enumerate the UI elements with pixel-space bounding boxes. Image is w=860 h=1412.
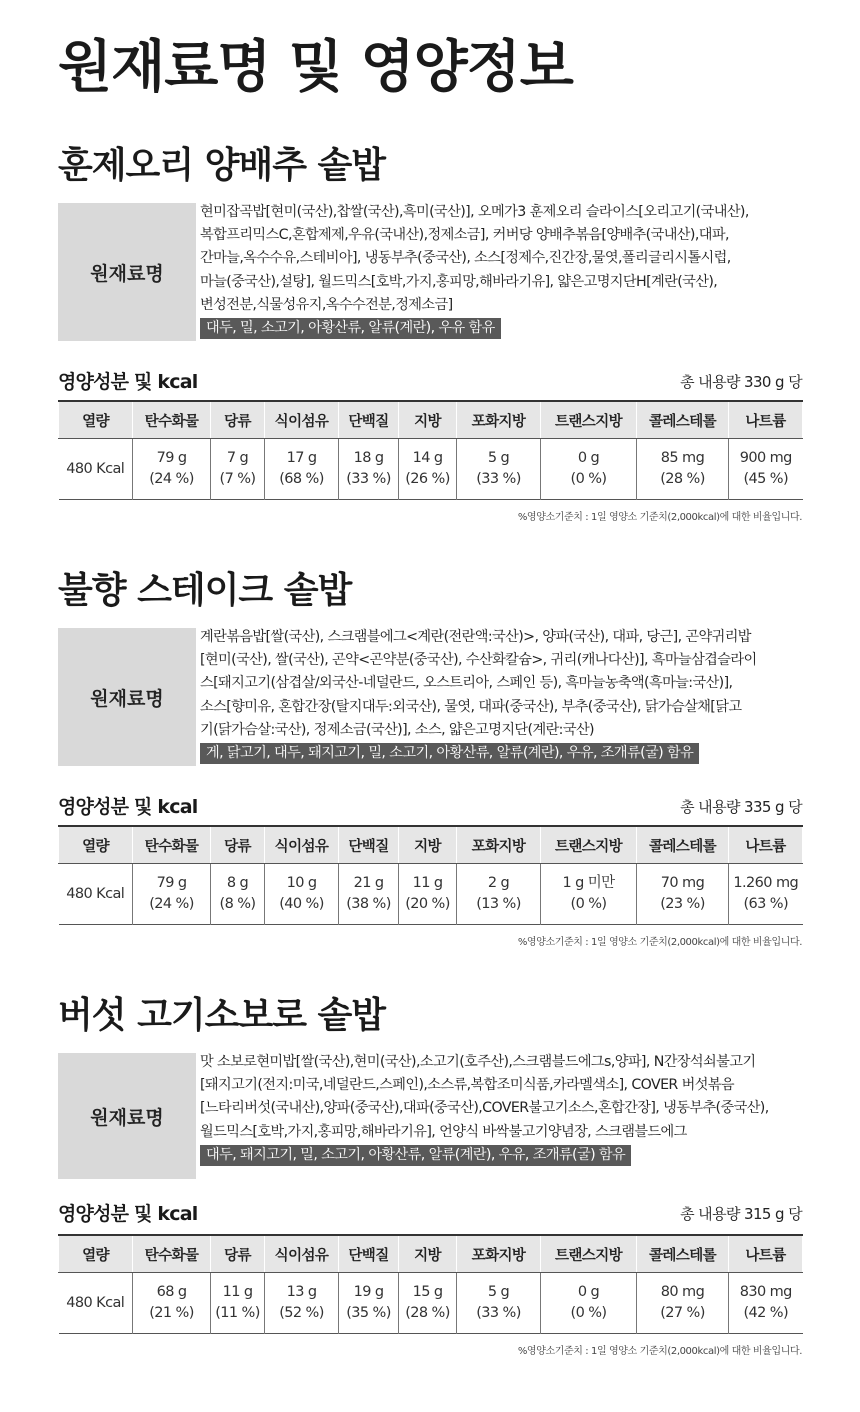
table-row — [59, 439, 803, 500]
header-cell: 식이섬유 — [265, 1235, 339, 1273]
footnote: %영양소기준치 : 1일 영양소 기준치(2,000kcal)에 대한 비율입니다. — [517, 512, 802, 523]
value-cell: 900 mg (45 %) — [729, 439, 803, 500]
value-cell: 1 g 미만 (0 %) — [541, 864, 637, 925]
nutrition-table — [58, 1234, 803, 1334]
ingredients-label: 원재료명 — [58, 628, 196, 766]
value-cell: 0 g (0 %) — [541, 439, 637, 500]
value-cell: 0 g (0 %) — [541, 1273, 637, 1334]
product-name: 훈제오리 양배추 솥밥 — [58, 145, 386, 186]
header-cell: 콜레스테롤 — [637, 826, 729, 864]
product-name: 버섯 고기소보로 솥밥 — [58, 995, 386, 1036]
total-amount: 총 내용량 315 g 당 — [680, 1205, 802, 1223]
ingredients-text — [200, 201, 812, 340]
header-cell: 트랜스지방 — [541, 1235, 637, 1273]
header-cell: 포화지방 — [457, 1235, 541, 1273]
header-cell: 식이섬유 — [265, 401, 339, 439]
ingredient-line: 마늘(중국산),설탕], 월드믹스[호박,가지,홍피망,해바라기유], 얇은고명지단H[계란(국산), — [200, 273, 718, 290]
footnote: %영양소기준치 : 1일 영양소 기준치(2,000kcal)에 대한 비율입니다. — [517, 1346, 802, 1357]
ingredient-line: 복합프리믹스C,혼합제제,우유(국내산),정제소금], 커버당 양배추볶음[양배추(국내산),대파, — [200, 227, 729, 244]
header-cell: 탄수화물 — [133, 1235, 211, 1273]
ingredient-line: 기(닭가슴살:국산), 정제소금(국산)], 소스, 얇은고명지단(계란:국산) — [200, 721, 594, 738]
header-cell: 트랜스지방 — [541, 826, 637, 864]
header-cell: 탄수화물 — [133, 401, 211, 439]
value-cell: 2 g (13 %) — [457, 864, 541, 925]
allergen-badge: 대두, 돼지고기, 밀, 소고기, 아황산류, 알류(계란), 우유, 조개류(굴) 함유 — [200, 1145, 631, 1166]
value-cell: 13 g (52 %) — [265, 1273, 339, 1334]
ingredients-text — [200, 626, 812, 765]
value-cell: 68 g (21 %) — [133, 1273, 211, 1334]
value-cell: 1.260 mg (63 %) — [729, 864, 803, 925]
ingredient-line: 변성전분,식물성유지,옥수수전분,정제소금] — [200, 296, 453, 313]
header-cell: 단백질 — [339, 826, 399, 864]
table-header-row — [59, 826, 803, 864]
value-cell: 80 mg (27 %) — [637, 1273, 729, 1334]
header-cell: 탄수화물 — [133, 826, 211, 864]
header-cell: 나트륨 — [729, 1235, 803, 1273]
header-cell: 열량 — [59, 826, 133, 864]
header-cell: 열량 — [59, 401, 133, 439]
value-cell: 7 g (7 %) — [211, 439, 265, 500]
value-cell: 15 g (28 %) — [399, 1273, 457, 1334]
header-cell: 지방 — [399, 401, 457, 439]
kcal-cell: 480 Kcal — [66, 1294, 125, 1311]
ingredient-line: 계란볶음밥[쌀(국산), 스크램블에그<계란(전란액:국산)>, 양파(국산), 대파, 당근], 곤약귀리밥 — [200, 629, 751, 645]
ingredient-line: 스[돼지고기(삼겹살/외국산-네덜란드, 오스트리아, 스페인 등), 흑마늘농축액(흑마늘:국산)], — [200, 675, 733, 692]
nutrition-table — [58, 825, 803, 925]
footnote: %영양소기준치 : 1일 영양소 기준치(2,000kcal)에 대한 비율입니다. — [517, 937, 802, 948]
header-cell: 당류 — [211, 1235, 265, 1273]
header-cell: 트랜스지방 — [541, 401, 637, 439]
value-cell: 79 g (24 %) — [133, 439, 211, 500]
header-cell: 나트륨 — [729, 826, 803, 864]
value-cell: 70 mg (23 %) — [637, 864, 729, 925]
nutrition-header — [58, 791, 802, 821]
header-cell: 단백질 — [339, 1235, 399, 1273]
value-cell: 79 g (24 %) — [133, 864, 211, 925]
header-cell: 나트륨 — [729, 401, 803, 439]
nutrition-title: 영양성분 및 kcal — [58, 796, 198, 818]
value-cell: 5 g (33 %) — [457, 1273, 541, 1334]
value-cell: 14 g (26 %) — [399, 439, 457, 500]
table-row — [59, 1273, 803, 1334]
allergen-badge: 대두, 밀, 소고기, 아황산류, 알류(계란), 우유 함유 — [200, 318, 501, 339]
ingredients-label: 원재료명 — [58, 203, 196, 341]
ingredient-line: 간마늘,옥수수유,스테비아], 냉동부추(중국산), 소스[정제수,진간장,물엿,폴리글리시톨시럽, — [200, 250, 731, 267]
value-cell: 11 g (11 %) — [211, 1273, 265, 1334]
header-cell: 지방 — [399, 1235, 457, 1273]
value-cell: 5 g (33 %) — [457, 439, 541, 500]
ingredient-line: [돼지고기(전지:미국,네덜란드,스페인),소스류,복합조미식품,카라멜색소], COVER 버섯볶음 — [200, 1077, 735, 1094]
header-cell: 식이섬유 — [265, 826, 339, 864]
header-cell: 콜레스테롤 — [637, 401, 729, 439]
ingredients-text — [200, 1051, 812, 1167]
ingredient-line: 맛 소보로현미밥[쌀(국산),현미(국산),소고기(호주산),스크램블드에그s,양파], N간장석쇠불고기 — [200, 1054, 756, 1070]
ingredient-line: [현미(국산), 쌀(국산), 곤약<곤약분(중국산), 수산화칼슘>, 귀리(캐나다산)], 흑마늘삼겹슬라이 — [200, 652, 757, 669]
nutrition-title: 영양성분 및 kcal — [58, 371, 198, 393]
table-header-row — [59, 401, 803, 439]
kcal-cell: 480 Kcal — [66, 885, 125, 902]
header-cell: 열량 — [59, 1235, 133, 1273]
ingredient-line: 현미잡곡밥[현미(국산),찹쌀(국산),흑미(국산)], 오메가3 훈제오리 슬라이스[오리고기(국내산), — [200, 204, 749, 220]
value-cell: 11 g (20 %) — [399, 864, 457, 925]
ingredients-label: 원재료명 — [58, 1053, 196, 1179]
value-cell: 830 mg (42 %) — [729, 1273, 803, 1334]
header-cell: 단백질 — [339, 401, 399, 439]
page-title: 원재료명 및 영양정보 — [58, 35, 573, 100]
value-cell: 85 mg (28 %) — [637, 439, 729, 500]
header-cell: 포화지방 — [457, 826, 541, 864]
nutrition-title: 영양성분 및 kcal — [58, 1203, 198, 1225]
ingredient-line: 월드믹스[호박,가지,홍피망,해바라기유], 언양식 바싹불고기양념장, 스크램블드에그 — [200, 1123, 687, 1140]
value-cell: 19 g (35 %) — [339, 1273, 399, 1334]
header-cell: 포화지방 — [457, 401, 541, 439]
product-name: 불향 스테이크 솥밥 — [58, 570, 352, 611]
total-amount: 총 내용량 335 g 당 — [680, 798, 802, 816]
nutrition-header — [58, 366, 802, 396]
value-cell: 10 g (40 %) — [265, 864, 339, 925]
nutrition-table — [58, 400, 803, 500]
ingredient-line: [느타리버섯(국내산),양파(중국산),대파(중국산),COVER불고기소스,혼합간장], 냉동부추(중국산), — [200, 1100, 769, 1117]
kcal-cell: 480 Kcal — [66, 460, 125, 477]
nutrition-header — [58, 1198, 802, 1228]
value-cell: 17 g (68 %) — [265, 439, 339, 500]
header-cell: 콜레스테롤 — [637, 1235, 729, 1273]
value-cell: 21 g (38 %) — [339, 864, 399, 925]
allergen-badge: 게, 닭고기, 대두, 돼지고기, 밀, 소고기, 아황산류, 알류(계란), 우유, 조개류(굴) 함유 — [200, 743, 699, 764]
table-row — [59, 864, 803, 925]
table-header-row — [59, 1235, 803, 1273]
value-cell: 18 g (33 %) — [339, 439, 399, 500]
header-cell: 당류 — [211, 826, 265, 864]
value-cell: 8 g (8 %) — [211, 864, 265, 925]
header-cell: 당류 — [211, 401, 265, 439]
header-cell: 지방 — [399, 826, 457, 864]
total-amount: 총 내용량 330 g 당 — [680, 373, 802, 391]
ingredient-line: 소스[향미유, 혼합간장(탈지대두:외국산), 물엿, 대파(중국산), 부추(중국산), 닭가슴살채[닭고 — [200, 698, 742, 715]
